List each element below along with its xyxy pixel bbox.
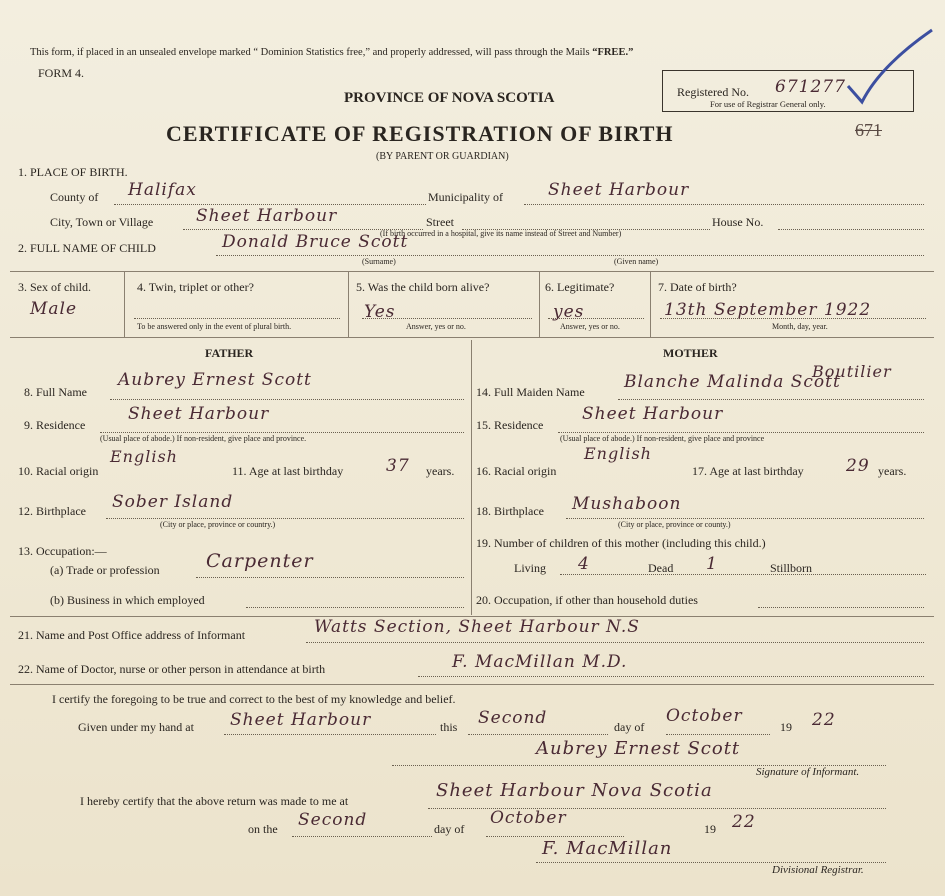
certificate-title: CERTIFICATE OF REGISTRATION OF BIRTH (166, 121, 674, 146)
mother-birthplace-note: (City or place, province or county.) (618, 520, 731, 529)
registrar-use-note: For use of Registrar General only. (710, 99, 826, 109)
father-residence-label: 9. Residence (24, 418, 86, 432)
registrar-day-value: Second (298, 810, 368, 830)
mail-notice-free: “FREE.” (592, 47, 634, 58)
divisional-registrar-label: Divisional Registrar. (772, 864, 864, 876)
registration-number: 671277 (775, 77, 846, 97)
father-age-label: 11. Age at last birthday (232, 464, 344, 478)
registrar-place-value: Sheet Harbour Nova Scotia (436, 780, 713, 801)
legitimate-note: Answer, yes or no. (560, 322, 620, 331)
registrar-year-value: 22 (732, 812, 756, 832)
mother-residence-label: 15. Residence (476, 418, 544, 432)
county-value: Halifax (128, 180, 197, 200)
county-label: County of (50, 190, 99, 204)
father-age-value: 37 (386, 456, 410, 476)
living-label: Living (514, 561, 546, 575)
informant-label: 21. Name and Post Office address of Informant (18, 628, 246, 642)
mother-age-label: 17. Age at last birthday (692, 464, 804, 478)
house-no-label: House No. (712, 215, 764, 229)
hospital-note: (If birth occurred in a hospital, give its name instead of Street and Number) (380, 229, 622, 238)
children-count-label: 19. Number of children of this mother (including this child.) (476, 536, 766, 550)
dead-label: Dead (648, 561, 674, 575)
doctor-label: 22. Name of Doctor, nurse or other person in attendance at birth (18, 662, 326, 676)
this-label: this (440, 720, 458, 734)
registrar-day-of-label: day of (434, 822, 465, 836)
father-heading: FATHER (205, 346, 254, 360)
mother-name-label: 14. Full Maiden Name (476, 385, 585, 399)
registrar-certify-label: I hereby certify that the above return was made to me at (80, 794, 349, 808)
municipality-value: Sheet Harbour (548, 180, 690, 200)
mother-birthplace-value: Mushaboon (572, 494, 682, 514)
mother-occupation-label: 20. Occupation, if other than household duties (476, 593, 698, 607)
date-of-birth-note: Month, day, year. (772, 322, 828, 331)
full-name-child-label: 2. FULL NAME OF CHILD (18, 241, 156, 255)
city-value: Sheet Harbour (196, 206, 338, 226)
certificate-subtitle: (BY PARENT OR GUARDIAN) (376, 151, 509, 162)
mother-name-value: Blanche Malinda Scott (624, 372, 841, 392)
given-day-value: Second (478, 708, 548, 728)
child-name-value: Donald Bruce Scott (222, 232, 409, 252)
twin-label: 4. Twin, triplet or other? (137, 280, 254, 294)
mail-notice (30, 47, 633, 58)
given-name-caption: (Given name) (614, 257, 659, 266)
occupation-label: 13. Occupation:— (18, 544, 107, 558)
stamped-number: 671 (855, 120, 882, 140)
mother-heading: MOTHER (663, 346, 718, 360)
informant-value: Watts Section, Sheet Harbour N.S (314, 617, 640, 637)
alive-label: 5. Was the child born alive? (356, 280, 490, 294)
father-birthplace-note: (City or place, province or country.) (160, 520, 276, 529)
day-of-label: day of (614, 720, 645, 734)
signature-informant-label: Signature of Informant. (756, 766, 860, 778)
legitimate-value: yes (553, 302, 585, 322)
street-label: Street (426, 215, 454, 229)
registered-label: Registered No. (677, 85, 749, 99)
registrar-year-label: 19 (704, 822, 716, 836)
father-name-label: 8. Full Name (24, 385, 87, 399)
given-month-value: October (666, 706, 743, 726)
municipality-label: Municipality of (428, 190, 503, 204)
mother-residence-note: (Usual place of abode.) If non-resident, give place and province (560, 434, 765, 443)
father-racial-label: 10. Racial origin (18, 464, 99, 478)
father-years-label: years. (426, 464, 455, 478)
legitimate-label: 6. Legitimate? (545, 280, 615, 294)
trade-label: (a) Trade or profession (50, 563, 160, 577)
form-number: FORM 4. (38, 66, 85, 80)
sex-label: 3. Sex of child. (18, 280, 91, 294)
living-value: 4 (578, 554, 590, 574)
mother-racial-value: English (584, 444, 652, 463)
mother-residence-value: Sheet Harbour (582, 404, 724, 424)
father-residence-note: (Usual place of abode.) If non-resident, give place and province. (100, 434, 307, 443)
on-the-label: on the (248, 822, 278, 836)
father-racial-value: English (110, 447, 178, 466)
registrar-month-value: October (490, 808, 567, 828)
given-year-value: 22 (812, 710, 836, 730)
given-place-value: Sheet Harbour (230, 710, 372, 730)
given-year-label: 19 (780, 720, 792, 734)
certify-text: I certify the foregoing to be true and correct to the best of my knowledge and belief. (52, 692, 456, 706)
alive-note: Answer, yes or no. (406, 322, 466, 331)
mother-birthplace-label: 18. Birthplace (476, 504, 544, 518)
mother-age-value: 29 (846, 456, 870, 476)
province-title: PROVINCE OF NOVA SCOTIA (344, 90, 555, 106)
father-name-value: Aubrey Ernest Scott (118, 370, 312, 390)
city-label: City, Town or Village (50, 215, 154, 229)
father-birthplace-value: Sober Island (112, 492, 234, 512)
twin-note: To be answered only in the event of plural birth. (137, 322, 292, 331)
sex-value: Male (30, 299, 78, 319)
mail-notice-text: This form, if placed in an unsealed envelope marked “ Dominion Statistics free,” and properly addressed, will pass through the Mails (30, 47, 593, 58)
trade-value: Carpenter (206, 550, 314, 572)
mother-racial-label: 16. Racial origin (476, 464, 557, 478)
registrar-signature: F. MacMillan (542, 838, 673, 859)
stillborn-label: Stillborn (770, 561, 813, 575)
mother-surname-correction: Boutilier (812, 362, 892, 381)
surname-caption: (Surname) (362, 257, 396, 266)
dead-value: 1 (706, 554, 718, 574)
informant-signature: Aubrey Ernest Scott (536, 738, 741, 759)
business-label: (b) Business in which employed (50, 593, 205, 607)
doctor-value: F. MacMillan M.D. (452, 652, 628, 672)
father-birthplace-label: 12. Birthplace (18, 504, 86, 518)
mother-years-label: years. (878, 464, 907, 478)
alive-value: Yes (364, 302, 396, 322)
father-residence-value: Sheet Harbour (128, 404, 270, 424)
place-of-birth-label: 1. PLACE OF BIRTH. (18, 165, 128, 179)
given-under-label: Given under my hand at (78, 720, 194, 734)
date-of-birth-label: 7. Date of birth? (658, 280, 737, 294)
check-mark-icon (840, 26, 940, 106)
date-of-birth-value: 13th September 1922 (664, 300, 872, 320)
